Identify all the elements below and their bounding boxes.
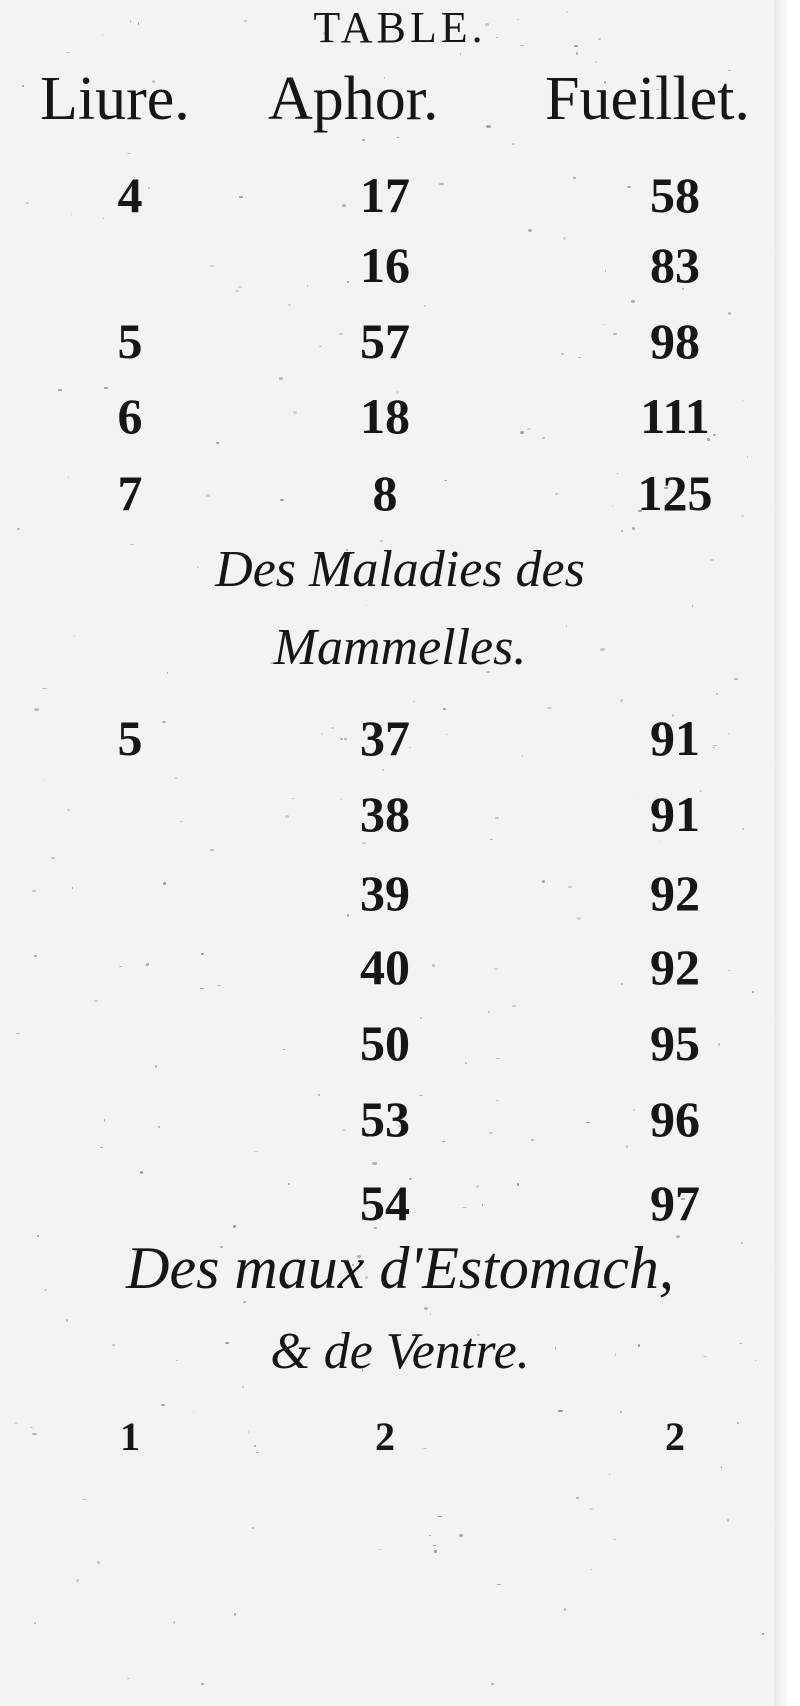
table-row [0,783,800,845]
paper-speck [37,1235,39,1236]
paper-speck [94,1000,98,1002]
aphor-value: 8 [372,465,398,521]
aphor-value: 38 [360,786,410,842]
paper-speck [762,1633,765,1635]
paper-speck [424,305,427,307]
paper-speck [734,678,738,680]
paper-speck [486,125,490,128]
column-header-liure: Liure. [40,65,190,133]
paper-speck [362,139,365,141]
paper-speck [460,53,461,55]
paper-speck [692,605,694,607]
table-row [0,707,800,769]
paper-speck [201,1683,204,1685]
paper-speck [716,693,718,695]
paper-speck [22,85,24,88]
aphor-value: 50 [360,1015,410,1071]
table-row [0,1406,800,1468]
paper-speck [34,1622,36,1624]
liure-value: 4 [117,167,143,223]
paper-speck [620,699,623,702]
column-header-fueillet: Fueillet. [545,65,750,133]
paper-speck [173,1621,175,1624]
paper-speck [512,143,515,145]
table-row [0,1172,800,1234]
paper-speck [42,688,46,690]
paper-speck [433,1545,436,1546]
aphor-value: 18 [360,388,410,444]
section-heading-line2: & de Ventre. [270,1323,530,1380]
paper-speck [631,300,635,303]
section-heading-line1: Des Maladies des [215,541,585,598]
running-head: TABLE. [313,3,487,52]
paper-speck [254,1151,258,1152]
liure-value: 5 [117,710,143,766]
table-row [0,164,800,226]
section-heading-line2: Mammelles. [273,619,527,676]
liure-value: 7 [117,465,143,521]
paper-speck [17,528,20,530]
paper-speck [589,1508,593,1510]
paper-speck [43,780,45,781]
paper-speck [210,849,214,850]
paper-speck [127,1678,130,1679]
aphor-value: 57 [360,313,410,369]
fueillet-value: 111 [640,388,710,444]
paper-speck [252,1527,255,1528]
paper-speck [372,1162,376,1164]
paper-speck [459,1534,463,1537]
fueillet-value: 58 [650,167,700,223]
liure-value: 5 [117,313,143,369]
paper-speck [424,1307,428,1309]
paper-speck [242,1386,244,1388]
paper-speck [378,1549,382,1550]
paper-speck [234,1613,236,1616]
paper-speck [576,1497,579,1499]
aphor-value: 16 [360,237,410,293]
aphor-value: 17 [360,167,410,223]
section-heading-line1: Des maux d'Estomach, [126,1235,674,1301]
table-row [0,1012,800,1074]
paper-speck [747,456,748,458]
paper-speck [288,304,291,307]
liure-value: 1 [120,1414,140,1459]
paper-speck [243,1301,246,1303]
paper-speck [434,1550,437,1553]
fueillet-value: 83 [650,237,700,293]
table-row [0,234,800,296]
paper-speck [430,1313,431,1315]
aphor-value: 2 [375,1414,395,1459]
paper-speck [397,137,398,139]
paper-speck [437,1516,441,1517]
paper-speck [491,1683,494,1685]
table-row [0,862,800,924]
paper-speck [564,1608,566,1611]
paper-speck [76,1579,79,1581]
table-row [0,462,800,524]
paper-speck [127,153,131,154]
paper-speck [51,857,55,860]
aphor-value: 39 [360,865,410,921]
table-row [0,936,800,998]
liure-value: 6 [117,388,143,444]
fueillet-value: 98 [650,313,700,369]
paper-speck [497,1584,501,1585]
fueillet-value: 91 [650,710,700,766]
aphor-value: 37 [360,710,410,766]
paper-speck [632,527,635,530]
fueillet-value: 91 [650,786,700,842]
column-header-aphor: Aphor. [268,65,439,133]
paper-speck [621,530,623,532]
paper-speck [82,1499,86,1501]
paper-speck [429,1535,431,1536]
fueillet-value: 97 [650,1175,700,1231]
paper-speck [576,52,577,55]
fueillet-value: 92 [650,865,700,921]
table-row [0,385,800,447]
paper-speck [595,61,597,62]
paper-speck [66,1319,68,1322]
paper-speck [97,1561,99,1564]
fueillet-value: 2 [665,1414,685,1459]
paper-speck [613,1539,616,1541]
paper-speck [174,777,178,779]
paper-speck [366,605,367,606]
fueillet-value: 95 [650,1015,700,1071]
fueillet-value: 92 [650,939,700,995]
paper-speck [413,701,415,702]
table-row [0,1088,800,1150]
fueillet-value: 96 [650,1091,700,1147]
aphor-value: 40 [360,939,410,995]
fueillet-value: 125 [637,465,713,521]
paper-speck [512,1005,516,1007]
paper-speck [591,1569,592,1570]
paper-speck [66,52,70,54]
paper-speck [528,229,531,232]
paper-speck [279,377,282,379]
aphor-value: 53 [360,1091,410,1147]
paper-speck [609,1474,611,1475]
table-row [0,310,800,372]
aphor-value: 54 [360,1175,410,1231]
paper-speck [727,1519,729,1522]
